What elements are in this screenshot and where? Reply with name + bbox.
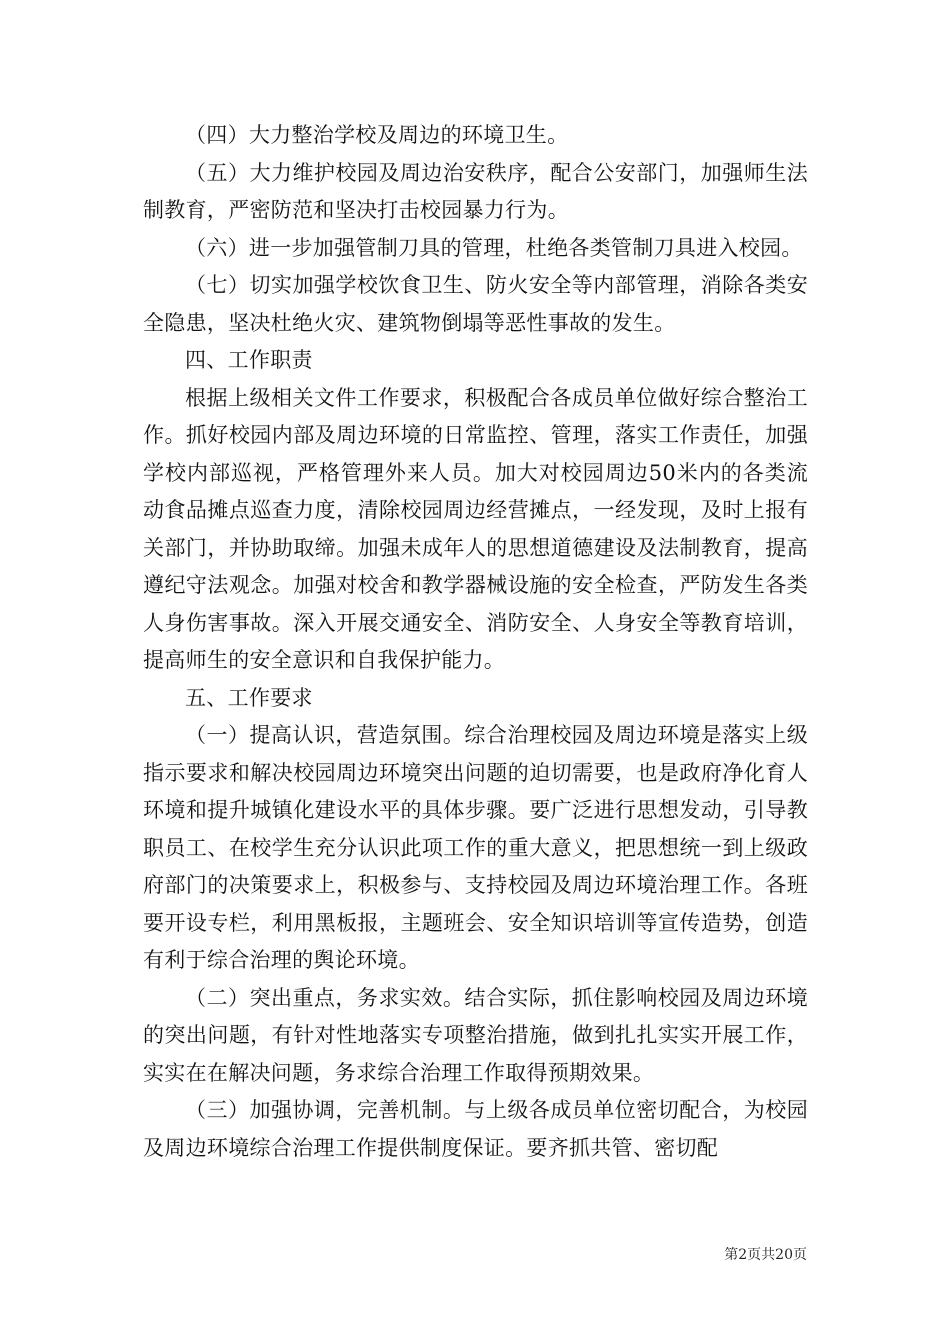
paragraph-item-7: （七）切实加强学校饮食卫生、防火安全等内部管理，消除各类安全隐患，坚决杜绝火灾、建筑物倒塌等恶性事故的发生。	[143, 273, 808, 335]
paragraph-requirement-2: （二）突出重点，务求实效。结合实际，抓住影响校园及周边环境的突出问题，有针对性地落实专项整治措施，做到扎扎实实开展工作，实实在在解决问题，务求综合治理工作取得预期效果。	[143, 985, 808, 1085]
paragraph-requirement-1: （一）提高认识，营造氛围。综合治理校园及周边环境是落实上级指示要求和解决校园周边环境突出问题的迫切需要，也是政府净化育人环境和提升城镇化建设水平的具体步骤。要广泛进行思想发动，引导教职员工、在校学生充分认识此项工作的重大意义，把思想统一到上级政府部门的决策要求上，积极参与、支持校园及周边环境治理工作。各班要开设专栏，利用黑板报，主题班会、安全知识培训等宣传造势，创造有利于综合治理的舆论环境。	[143, 723, 808, 972]
paragraph-requirement-3: （三）加强协调，完善机制。与上级各成员单位密切配合，为校园及周边环境综合治理工作提供制度保证。要齐抓共管、密切配	[143, 1098, 808, 1160]
paragraph-duties: 根据上级相关文件工作要求，积极配合各成员单位做好综合整治工作。抓好校园内部及周边环境的日常监控、管理，落实工作责任，加强学校内部巡视，严格管理外来人员。加大对校园周边50米内的各类流动食品摊点巡查力度，清除校园周边经营摊点，一经发现，及时上报有关部门，并协助取缔。加强未成年人的思想道德建设及法制教育，提高遵纪守法观念。加强对校舍和教学器械设施的安全检查，严防发生各类人身伤害事故。深入开展交通安全、消防安全、人身安全等教育培训，提高师生的安全意识和自我保护能力。	[143, 385, 808, 672]
paragraph-item-6: （六）进一步加强管制刀具的管理，杜绝各类管制刀具进入校园。	[185, 235, 803, 260]
document-body	[143, 117, 808, 1167]
paragraph-item-4: （四）大力整治学校及周边的环境卫生。	[185, 123, 569, 147]
section-heading-requirements: 五、工作要求	[185, 685, 313, 710]
section-heading-duties: 四、工作职责	[185, 348, 313, 372]
page-number-footer: 第2页共20页	[724, 1247, 807, 1263]
paragraph-item-5: （五）大力维护校园及周边治安秩序，配合公安部门，加强师生法制教育，严密防范和坚决打击校园暴力行为。	[143, 160, 808, 222]
